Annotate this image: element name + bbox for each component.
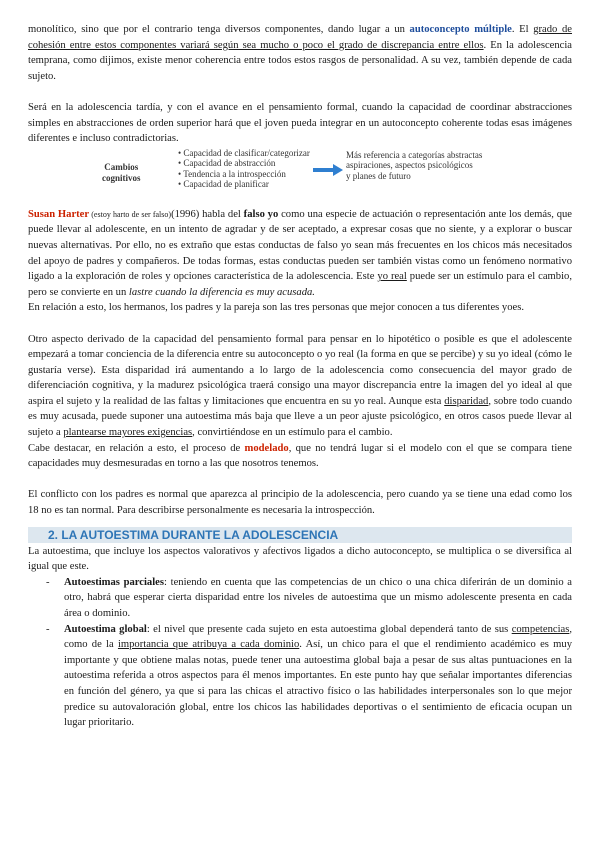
text-run: , sobre todo cuando es muy acusada, puede suponer una autoestima más baja que lleve a un peor ajuste psicológico, en otros casos puede llevar al sujeto a	[28, 395, 572, 439]
underlined-text: importancia que atribuya a cada dominio	[117, 639, 300, 651]
diagram-label	[102, 162, 141, 184]
list-item	[28, 622, 572, 731]
text-run: (1996) habla del	[171, 208, 244, 220]
aside-note: (estoy harto de ser falso)	[89, 209, 172, 219]
document-page	[28, 22, 572, 731]
author-name: Susan Harter	[28, 208, 90, 220]
text-run: puede ser un estímulo para el cambio, pero se convierte en un	[28, 271, 572, 298]
highlight-term: autoconcepto múltiple	[409, 24, 512, 35]
text-run: como una especie de actuación o representación ante los demás, que puede llevar al adolescente, en un intento de agradar y de ser aceptado, a expresar cosas que no siente, y a explorar o buscar nuevas alternativas. Por ello, no es extraño que estas conductas de falso yo sean más frecuentes en los chicos más necesitados del apoyo de padres y compañeros. De todas formas, estas conductas pueden ser también vistas como un fenómeno normativo ligado a la exploración de roles y opciones característica de la adolescencia. Este	[28, 208, 572, 283]
underlined-text: competencias	[511, 623, 570, 635]
diagram-item: • Capacidad de clasificar/categorizar	[178, 148, 310, 159]
diagram-result	[346, 150, 482, 182]
arrow-right-icon	[313, 164, 343, 176]
paragraph-autoconcepto-multiple	[28, 22, 572, 84]
section-heading: 2. LA AUTOESTIMA DURANTE LA ADOLESCENCIA	[28, 527, 572, 543]
paragraph-yoes: En relación a esto, los hermanos, los padres y la pareja son las tres personas que mejor conocen a tus diferentes yoes.	[28, 302, 524, 314]
paragraph-falso-yo	[28, 207, 572, 301]
underlined-text: grado de cohesión entre estos componentes variará según sea mucho o poco el grado de discrepancia entre ellos	[28, 24, 572, 51]
diagram-label-line: cognitivos	[102, 172, 141, 183]
paragraph-autoestima-intro: La autoestima, que incluye los aspectos valorativos y afectivos ligados a dicho autoconcepto, se multiplica o se diversifica al igual que este.	[28, 545, 572, 573]
highlight-term: modelado	[244, 442, 289, 454]
paragraph-conflicto-padres: El conflicto con los padres es normal que aparezca al principio de la adolescencia, pero cuando ya se tiene una edad como los 18 no es tan normal. Para describirse personalmente es necesaria la introspección.	[28, 489, 572, 517]
cognitive-changes-diagram	[28, 148, 572, 204]
bold-term: Autoestimas parciales	[64, 576, 165, 588]
text-run: , convirtiéndose en un estímulo para el cambio.	[192, 427, 393, 439]
list-dash: -	[46, 623, 50, 635]
paragraph-adolescencia-tardia: Será en la adolescencia tardía, y con el avance en el pensamiento formal, cuando la capacidad de coordinar abstracciones simples en abstracciones de orden superior hará que el joven pueda integrar en un autoconcepto coherente todas esas imágenes diferentes e incluso contradictorias.	[28, 101, 572, 145]
paragraph-modelado	[28, 441, 572, 472]
text-run: . En la adolescencia temprana, como dijimos, existe menor coherencia entre todos estos rasgos de personalidad. A su vez, también depende de cada sujeto.	[28, 39, 572, 82]
diagram-item: • Tendencia a la introspección	[178, 169, 310, 180]
diagram-result-line: aspiraciones, aspectos psicológicos	[346, 160, 473, 171]
underlined-text: plantearse mayores exigencias	[63, 427, 193, 439]
underlined-text: disparidad	[444, 395, 489, 407]
diagram-result-line: y planes de futuro	[346, 170, 411, 181]
text-run: : el nivel que presente cada sujeto en esta autoestima global dependerá tanto de sus	[146, 623, 512, 635]
text-run: , que no tendrá lugar si el modelo con el que se compara tiene capacidades muy desmesuradas en torno a las que nosotros tenemos.	[28, 442, 572, 470]
text-run: Otro aspecto derivado de la capacidad del pensamiento formal para pensar en lo hipotético o posible es que el adolescente empezará a tomar conciencia de la diferencia entre su autoconcepto o yo real (la forma en que se percibe) y su yo ideal (cómo le gustaría verse). Esta disparidad irá aumentando a lo largo de la adolescencia como consecuencia del mayor grado de diferenciación cognitiva, y la madurez psicológica traerá consigo una mayor discrepancia entre la imagen del yo ideal al que aspira el sujeto y la realidad de las faltas y limitaciones que encuentra en su yo real. Aunque esta	[28, 333, 572, 407]
diagram-item: • Capacidad de abstracción	[178, 158, 310, 169]
text-run: Cabe destacar, en relación a esto, el proceso de	[28, 442, 245, 454]
bold-term: falso yo	[243, 208, 279, 220]
bold-term: Autoestima global	[64, 623, 147, 635]
text-run: , como de la	[64, 623, 572, 651]
list-dash: -	[46, 576, 50, 588]
text-run: : teniendo en cuenta que las competencias de un chico o una chica diferirán de un dominio a otro, habrá que esperar cierta disparidad entre los niveles de autoestima que un mismo adolescente presenta en cada área o dominio.	[64, 576, 572, 619]
autoestima-list	[28, 575, 572, 731]
italic-text: lastre cuando la diferencia es muy acusada.	[128, 286, 315, 298]
diagram-label-line: Cambios	[104, 161, 139, 172]
text-run: monolítico, sino que por el contrario tenga diversos componentes, dando lugar a un	[28, 24, 410, 35]
paragraph-yo-ideal	[28, 332, 572, 441]
text-run: . El	[511, 24, 534, 35]
underlined-text: yo real	[377, 271, 407, 283]
diagram-result-line: Más referencia a categorías abstractas	[346, 149, 483, 160]
list-item	[28, 575, 572, 622]
diagram-item: • Capacidad de planificar	[178, 179, 310, 190]
diagram-item-list	[178, 148, 310, 190]
text-run: . Así, un chico para el que el rendimiento académico es muy importante y que obtiene malas notas, puede tener una autoestima global baja a pesar de sus altas puntuaciones en la autoestima referida a otros aspectos para él menos importantes. En este punto hay que señalar importantes diferencias en función del género, ya que si para las chicas el atractivo físico o las habilidades interpersonales son lo que mejor predice su autovaloración global, entre los chicos las habilidades deportivas o el sentimiento de eficacia ocupan un lugar prioritario.	[64, 639, 572, 729]
